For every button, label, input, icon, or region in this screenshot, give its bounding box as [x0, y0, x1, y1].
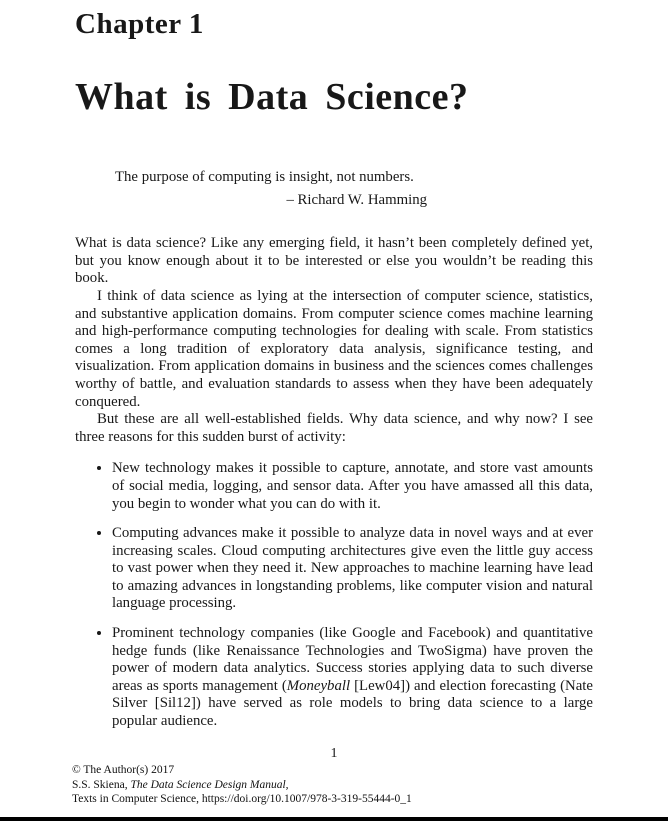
footer-citation [72, 778, 412, 793]
paragraph-intro: What is data science? Like any emerging field, it hasn’t been completely defined yet, but you know enough about it to be interested or else you wouldn’t be reading this book. [75, 235, 593, 287]
chapter-title: What is Data Science? [75, 76, 469, 118]
chapter-label: Chapter 1 [75, 8, 204, 40]
footer [72, 763, 412, 807]
epigraph-attribution: – Richard W. Hamming [286, 191, 427, 208]
page-bottom-edge [0, 817, 668, 821]
footer-copyright: © The Author(s) 2017 [72, 764, 175, 776]
footer-citation-author: S.S. Skiena, [72, 778, 131, 791]
body-text [75, 235, 593, 730]
page-content [0, 8, 668, 731]
bullet-list [75, 460, 593, 730]
bullet-item: • Computing advances make it possible to analyze data in novel ways and at ever increasing scales. Cloud computing architectures give even the little guy access to vast power when they need it. New approaches to machine learning have lead to amazing advances in longstanding problems, like computer vision and natural language processing. [112, 525, 593, 613]
bullet-item: • Prominent technology companies (like Google and Facebook) and quantitative hedge funds (like Renaissance Technologies and TwoSigma) have proven the power of modern data analytics. Success stories applying data to such diverse areas as sports management (Moneyball [Lew04]) and election forecasting (Nate Silver [Sil12]) have served as role models to bring data science to a large popular audience. [112, 625, 593, 731]
footer-doi: Texts in Computer Science, https://doi.org/10.1007/978-3-319-55444-0_1 [72, 793, 412, 805]
page-number: 1 [330, 746, 338, 761]
epigraph [115, 169, 427, 209]
epigraph-quote: The purpose of computing is insight, not numbers. [115, 169, 414, 185]
bullet-item: • New technology makes it possible to capture, annotate, and store vast amounts of social media, logging, and sensor data. After you have amassed all this data, you begin to wonder what you can do with it. [112, 460, 593, 513]
paragraph-three-reasons: But these are all well-established fields. Why data science, and why now? I see three reasons for this sudden burst of activity: [75, 411, 593, 445]
footer-citation-title: The Data Science Design Manual, [130, 778, 289, 791]
paragraph-intersection: I think of data science as lying at the intersection of computer science, statistics, and substantive application domains. From computer science comes machine learning and high-performance computing technologies for dealing with scale. From statistics comes a long tradition of exploratory data analysis, significance testing, and visualization. From application domains in business and the sciences comes challenges worthy of battle, and evaluation standards to assess when they have been adequately conquered. [75, 287, 593, 410]
